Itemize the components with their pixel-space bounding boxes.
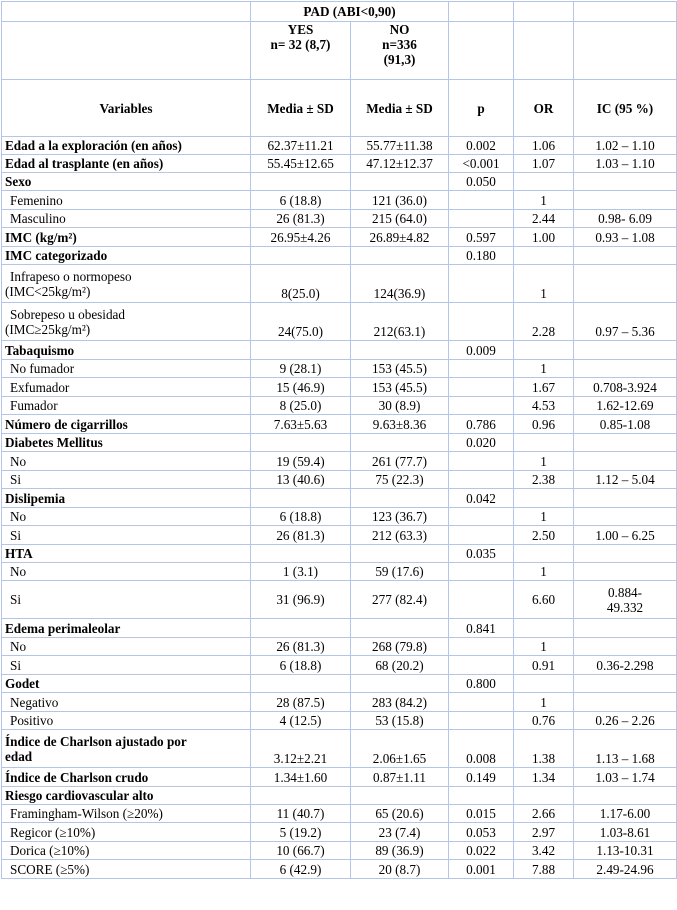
or-cell bbox=[514, 247, 574, 265]
no-cell: 89 (36.9) bbox=[351, 842, 449, 860]
table-row bbox=[2, 805, 677, 823]
p-cell bbox=[449, 210, 514, 228]
variable-label: Índice de Charlson crudo bbox=[2, 768, 251, 787]
ic-cell bbox=[574, 173, 677, 191]
or-cell: 1 bbox=[514, 265, 574, 303]
variable-label-line: (IMC≥25kg/m²) bbox=[5, 321, 91, 337]
variable-sublabel: Si bbox=[2, 656, 251, 675]
p-cell: 0.035 bbox=[449, 545, 514, 563]
yes-cell: 26 (81.3) bbox=[251, 210, 351, 228]
no-cell bbox=[351, 489, 449, 508]
variable-sublabel: Fumador bbox=[2, 397, 251, 415]
no-stat-header: Media ± SD bbox=[351, 80, 449, 137]
no-cell: 212(63.1) bbox=[351, 303, 449, 341]
no-cell: 268 (79.8) bbox=[351, 638, 449, 656]
yes-cell: 7.63±5.63 bbox=[251, 415, 351, 434]
variable-label-line: Índice de Charlson ajustado por bbox=[5, 733, 187, 749]
variable-label: Riesgo cardiovascular alto bbox=[2, 787, 251, 805]
variable-sublabel: Exfumador bbox=[2, 378, 251, 397]
no-cell: 55.77±11.38 bbox=[351, 137, 449, 155]
ic-cell: 1.13-10.31 bbox=[574, 842, 677, 860]
or-cell bbox=[514, 787, 574, 805]
ic-cell bbox=[574, 638, 677, 656]
p-cell: 0.050 bbox=[449, 173, 514, 191]
table-row bbox=[2, 860, 677, 879]
p-cell: <0.001 bbox=[449, 155, 514, 173]
table-row bbox=[2, 823, 677, 842]
p-cell bbox=[449, 303, 514, 341]
header-blank-cell bbox=[2, 2, 251, 22]
no-cell: 53 (15.8) bbox=[351, 712, 449, 730]
table-row bbox=[2, 210, 677, 228]
table-row bbox=[2, 508, 677, 526]
p-cell bbox=[449, 563, 514, 581]
variable-label-line: Infrapeso o normopeso bbox=[10, 268, 132, 284]
p-cell: 0.053 bbox=[449, 823, 514, 842]
ic-cell: 1.12 – 5.04 bbox=[574, 471, 677, 489]
variable-label: IMC (kg/m²) bbox=[2, 228, 251, 247]
p-cell bbox=[449, 397, 514, 415]
table-row bbox=[2, 247, 677, 265]
or-cell: 0.76 bbox=[514, 712, 574, 730]
ic-cell bbox=[574, 265, 677, 303]
yes-cell bbox=[251, 247, 351, 265]
variable-sublabel: Si bbox=[2, 526, 251, 545]
yes-cell: 31 (96.9) bbox=[251, 581, 351, 619]
ic-cell bbox=[574, 360, 677, 378]
p-cell bbox=[449, 693, 514, 712]
table-row bbox=[2, 489, 677, 508]
no-cell: 121 (36.0) bbox=[351, 191, 449, 210]
header-group-row bbox=[2, 2, 677, 22]
no-cell bbox=[351, 247, 449, 265]
variable-label: Edema perimaleolar bbox=[2, 619, 251, 638]
table-row bbox=[2, 675, 677, 693]
ic-cell: 2.49-24.96 bbox=[574, 860, 677, 879]
or-cell bbox=[514, 173, 574, 191]
variable-sublabel: No bbox=[2, 638, 251, 656]
or-cell: 1.34 bbox=[514, 768, 574, 787]
or-cell: 2.28 bbox=[514, 303, 574, 341]
ic-cell: 0.85-1.08 bbox=[574, 415, 677, 434]
or-cell: 1.00 bbox=[514, 228, 574, 247]
or-cell bbox=[514, 675, 574, 693]
header-blank-cell bbox=[2, 22, 251, 80]
p-cell: 0.042 bbox=[449, 489, 514, 508]
p-cell: 0.180 bbox=[449, 247, 514, 265]
table-row bbox=[2, 265, 677, 303]
no-cell bbox=[351, 341, 449, 360]
ic-cell: 0.26 – 2.26 bbox=[574, 712, 677, 730]
p-cell bbox=[449, 265, 514, 303]
yes-cell: 10 (66.7) bbox=[251, 842, 351, 860]
ic-cell bbox=[574, 247, 677, 265]
ic-cell: 1.03 – 1.10 bbox=[574, 155, 677, 173]
no-group-header bbox=[351, 22, 449, 80]
table-row bbox=[2, 452, 677, 471]
or-cell: 2.50 bbox=[514, 526, 574, 545]
variable-label: Sexo bbox=[2, 173, 251, 191]
ic-cell bbox=[574, 489, 677, 508]
yes-cell: 3.12±2.21 bbox=[251, 730, 351, 768]
yes-cell: 6 (18.8) bbox=[251, 508, 351, 526]
or-header: OR bbox=[514, 80, 574, 137]
p-cell bbox=[449, 471, 514, 489]
table-row bbox=[2, 638, 677, 656]
or-cell bbox=[514, 434, 574, 452]
yes-cell: 4 (12.5) bbox=[251, 712, 351, 730]
variable-sublabel: Si bbox=[2, 581, 251, 619]
yes-n: n= 32 (8,7) bbox=[270, 37, 331, 52]
table-row bbox=[2, 303, 677, 341]
or-cell bbox=[514, 545, 574, 563]
or-cell: 1.38 bbox=[514, 730, 574, 768]
variable-label: Tabaquismo bbox=[2, 341, 251, 360]
or-cell: 2.66 bbox=[514, 805, 574, 823]
pad-results-table bbox=[1, 1, 677, 879]
ic-cell: 1.03-8.61 bbox=[574, 823, 677, 842]
yes-cell: 24(75.0) bbox=[251, 303, 351, 341]
no-cell bbox=[351, 675, 449, 693]
table-row bbox=[2, 434, 677, 452]
variable-sublabel: Femenino bbox=[2, 191, 251, 210]
or-cell bbox=[514, 619, 574, 638]
no-cell bbox=[351, 619, 449, 638]
ic-cell bbox=[574, 675, 677, 693]
no-cell: 212 (63.3) bbox=[351, 526, 449, 545]
p-cell bbox=[449, 191, 514, 210]
p-cell: 0.597 bbox=[449, 228, 514, 247]
p-cell: 0.149 bbox=[449, 768, 514, 787]
variable-label: Edad a la exploración (en años) bbox=[2, 137, 251, 155]
yes-cell: 8 (25.0) bbox=[251, 397, 351, 415]
or-cell: 2.38 bbox=[514, 471, 574, 489]
p-cell bbox=[449, 378, 514, 397]
p-cell bbox=[449, 787, 514, 805]
variable-sublabel: No fumador bbox=[2, 360, 251, 378]
ic-header: IC (95 %) bbox=[574, 80, 677, 137]
p-cell bbox=[449, 712, 514, 730]
or-cell: 1 bbox=[514, 638, 574, 656]
yes-cell bbox=[251, 434, 351, 452]
p-cell: 0.009 bbox=[449, 341, 514, 360]
ic-cell: 0.93 – 1.08 bbox=[574, 228, 677, 247]
yes-cell: 11 (40.7) bbox=[251, 805, 351, 823]
no-cell: 75 (22.3) bbox=[351, 471, 449, 489]
p-cell bbox=[449, 526, 514, 545]
table-row bbox=[2, 693, 677, 712]
variable-sublabel: Masculino bbox=[2, 210, 251, 228]
table-row bbox=[2, 228, 677, 247]
ic-cell bbox=[574, 787, 677, 805]
or-cell: 2.97 bbox=[514, 823, 574, 842]
no-n: n=336 bbox=[382, 37, 417, 52]
no-cell: 153 (45.5) bbox=[351, 360, 449, 378]
or-cell: 1.67 bbox=[514, 378, 574, 397]
variable-sublabel bbox=[2, 303, 251, 341]
p-header: p bbox=[449, 80, 514, 137]
no-cell: 124(36.9) bbox=[351, 265, 449, 303]
yes-cell: 26 (81.3) bbox=[251, 526, 351, 545]
or-cell: 4.53 bbox=[514, 397, 574, 415]
no-label: NO bbox=[389, 22, 410, 37]
no-pct: (91,3) bbox=[383, 52, 416, 67]
yes-cell bbox=[251, 545, 351, 563]
table-row bbox=[2, 842, 677, 860]
ic-cell: 0.97 – 5.36 bbox=[574, 303, 677, 341]
header-blank-cell bbox=[574, 2, 677, 22]
yes-cell: 55.45±12.65 bbox=[251, 155, 351, 173]
pad-group-title: PAD (ABI<0,90) bbox=[251, 2, 449, 22]
ic-cell: 0.98- 6.09 bbox=[574, 210, 677, 228]
or-cell: 1 bbox=[514, 693, 574, 712]
ic-cell bbox=[574, 434, 677, 452]
p-cell bbox=[449, 508, 514, 526]
no-cell: 215 (64.0) bbox=[351, 210, 449, 228]
or-cell: 6.60 bbox=[514, 581, 574, 619]
ic-cell: 1.13 – 1.68 bbox=[574, 730, 677, 768]
table-row bbox=[2, 730, 677, 768]
yes-cell: 9 (28.1) bbox=[251, 360, 351, 378]
variables-header: Variables bbox=[2, 80, 251, 137]
no-cell: 283 (84.2) bbox=[351, 693, 449, 712]
yes-cell: 6 (18.8) bbox=[251, 656, 351, 675]
variable-sublabel: Dorica (≥10%) bbox=[2, 842, 251, 860]
variable-label-line: edad bbox=[5, 748, 33, 764]
table-row bbox=[2, 397, 677, 415]
variable-sublabel: Regicor (≥10%) bbox=[2, 823, 251, 842]
no-cell bbox=[351, 173, 449, 191]
table-row bbox=[2, 563, 677, 581]
or-cell: 2.44 bbox=[514, 210, 574, 228]
yes-cell: 26.95±4.26 bbox=[251, 228, 351, 247]
table-row bbox=[2, 768, 677, 787]
column-header-row bbox=[2, 80, 677, 137]
p-cell: 0.786 bbox=[449, 415, 514, 434]
ic-cell: 1.03 – 1.74 bbox=[574, 768, 677, 787]
p-cell bbox=[449, 656, 514, 675]
table-row bbox=[2, 155, 677, 173]
yes-cell: 1.34±1.60 bbox=[251, 768, 351, 787]
ic-cell: 1.17-6.00 bbox=[574, 805, 677, 823]
or-cell bbox=[514, 341, 574, 360]
table-row bbox=[2, 173, 677, 191]
ic-cell bbox=[574, 452, 677, 471]
table-row bbox=[2, 191, 677, 210]
variable-label-line: Sobrepeso u obesidad bbox=[10, 306, 126, 322]
p-cell bbox=[449, 452, 514, 471]
ic-cell: 1.62-12.69 bbox=[574, 397, 677, 415]
yes-cell bbox=[251, 341, 351, 360]
or-cell: 1.06 bbox=[514, 137, 574, 155]
yes-cell: 1 (3.1) bbox=[251, 563, 351, 581]
or-cell: 1 bbox=[514, 563, 574, 581]
header-blank-cell bbox=[514, 2, 574, 22]
variable-label: Edad al trasplante (en años) bbox=[2, 155, 251, 173]
yes-label: YES bbox=[287, 22, 314, 37]
no-cell: 2.06±1.65 bbox=[351, 730, 449, 768]
header-blank-cell bbox=[574, 22, 677, 80]
ic-line: 0.884- bbox=[607, 584, 643, 600]
yes-cell bbox=[251, 787, 351, 805]
ic-cell bbox=[574, 341, 677, 360]
table-row bbox=[2, 360, 677, 378]
variable-label bbox=[2, 730, 251, 768]
or-cell: 7.88 bbox=[514, 860, 574, 879]
yes-cell: 13 (40.6) bbox=[251, 471, 351, 489]
no-cell: 68 (20.2) bbox=[351, 656, 449, 675]
ic-cell bbox=[574, 693, 677, 712]
yes-cell: 6 (42.9) bbox=[251, 860, 351, 879]
variable-label: HTA bbox=[2, 545, 251, 563]
yes-cell: 8(25.0) bbox=[251, 265, 351, 303]
or-cell: 0.96 bbox=[514, 415, 574, 434]
no-cell bbox=[351, 434, 449, 452]
ic-cell bbox=[574, 563, 677, 581]
table-row bbox=[2, 581, 677, 619]
or-cell: 1 bbox=[514, 508, 574, 526]
variable-sublabel: Positivo bbox=[2, 712, 251, 730]
variable-sublabel: No bbox=[2, 563, 251, 581]
no-cell: 9.63±8.36 bbox=[351, 415, 449, 434]
p-cell: 0.841 bbox=[449, 619, 514, 638]
p-cell: 0.001 bbox=[449, 860, 514, 879]
variable-sublabel: SCORE (≥5%) bbox=[2, 860, 251, 879]
yes-stat-header: Media ± SD bbox=[251, 80, 351, 137]
p-cell: 0.008 bbox=[449, 730, 514, 768]
ic-cell: 0.36-2.298 bbox=[574, 656, 677, 675]
table-row bbox=[2, 619, 677, 638]
variable-label: Número de cigarrillos bbox=[2, 415, 251, 434]
table-row bbox=[2, 415, 677, 434]
ic-cell bbox=[574, 581, 677, 619]
variable-label: Godet bbox=[2, 675, 251, 693]
no-cell: 20 (8.7) bbox=[351, 860, 449, 879]
no-cell: 23 (7.4) bbox=[351, 823, 449, 842]
yes-cell: 19 (59.4) bbox=[251, 452, 351, 471]
no-cell: 65 (20.6) bbox=[351, 805, 449, 823]
yes-cell bbox=[251, 489, 351, 508]
ic-line: 49.332 bbox=[606, 599, 644, 615]
p-cell: 0.020 bbox=[449, 434, 514, 452]
header-blank-cell bbox=[514, 22, 574, 80]
or-cell: 1.07 bbox=[514, 155, 574, 173]
no-cell: 153 (45.5) bbox=[351, 378, 449, 397]
variable-label: Dislipemia bbox=[2, 489, 251, 508]
no-cell: 261 (77.7) bbox=[351, 452, 449, 471]
variable-sublabel: No bbox=[2, 452, 251, 471]
variable-label: IMC categorizado bbox=[2, 247, 251, 265]
or-cell: 0.91 bbox=[514, 656, 574, 675]
yes-cell bbox=[251, 619, 351, 638]
no-cell bbox=[351, 787, 449, 805]
header-blank-cell bbox=[449, 22, 514, 80]
ic-cell: 0.708-3.924 bbox=[574, 378, 677, 397]
table-row bbox=[2, 137, 677, 155]
or-cell: 3.42 bbox=[514, 842, 574, 860]
p-cell bbox=[449, 581, 514, 619]
no-cell: 0.87±1.11 bbox=[351, 768, 449, 787]
no-cell: 277 (82.4) bbox=[351, 581, 449, 619]
yes-cell: 28 (87.5) bbox=[251, 693, 351, 712]
variable-label: Diabetes Mellitus bbox=[2, 434, 251, 452]
no-cell: 123 (36.7) bbox=[351, 508, 449, 526]
yes-cell bbox=[251, 173, 351, 191]
header-blank-cell bbox=[449, 2, 514, 22]
or-cell bbox=[514, 489, 574, 508]
no-cell: 26.89±4.82 bbox=[351, 228, 449, 247]
table-row bbox=[2, 378, 677, 397]
no-cell bbox=[351, 545, 449, 563]
ic-cell bbox=[574, 191, 677, 210]
p-cell bbox=[449, 360, 514, 378]
variable-label-line: (IMC<25kg/m²) bbox=[5, 283, 91, 299]
yes-cell: 26 (81.3) bbox=[251, 638, 351, 656]
ic-cell bbox=[574, 545, 677, 563]
table-row bbox=[2, 787, 677, 805]
yes-group-header bbox=[251, 22, 351, 80]
ic-cell bbox=[574, 508, 677, 526]
no-cell: 59 (17.6) bbox=[351, 563, 449, 581]
header-group-sizes-row bbox=[2, 22, 677, 80]
or-cell: 1 bbox=[514, 360, 574, 378]
p-cell: 0.022 bbox=[449, 842, 514, 860]
table-row bbox=[2, 471, 677, 489]
table-row bbox=[2, 545, 677, 563]
p-cell: 0.800 bbox=[449, 675, 514, 693]
variable-sublabel: No bbox=[2, 508, 251, 526]
yes-cell bbox=[251, 675, 351, 693]
or-cell: 1 bbox=[514, 191, 574, 210]
table-row bbox=[2, 656, 677, 675]
or-cell: 1 bbox=[514, 452, 574, 471]
p-cell: 0.015 bbox=[449, 805, 514, 823]
variable-sublabel: Framingham-Wilson (≥20%) bbox=[2, 805, 251, 823]
table-row bbox=[2, 712, 677, 730]
yes-cell: 15 (46.9) bbox=[251, 378, 351, 397]
yes-cell: 6 (18.8) bbox=[251, 191, 351, 210]
yes-cell: 62.37±11.21 bbox=[251, 137, 351, 155]
no-cell: 30 (8.9) bbox=[351, 397, 449, 415]
p-cell bbox=[449, 638, 514, 656]
variable-sublabel bbox=[2, 265, 251, 303]
variable-sublabel: Negativo bbox=[2, 693, 251, 712]
no-cell: 47.12±12.37 bbox=[351, 155, 449, 173]
yes-cell: 5 (19.2) bbox=[251, 823, 351, 842]
variable-sublabel: Si bbox=[2, 471, 251, 489]
ic-cell bbox=[574, 619, 677, 638]
ic-cell: 1.02 – 1.10 bbox=[574, 137, 677, 155]
table-row bbox=[2, 341, 677, 360]
table-row bbox=[2, 526, 677, 545]
p-cell: 0.002 bbox=[449, 137, 514, 155]
ic-cell: 1.00 – 6.25 bbox=[574, 526, 677, 545]
